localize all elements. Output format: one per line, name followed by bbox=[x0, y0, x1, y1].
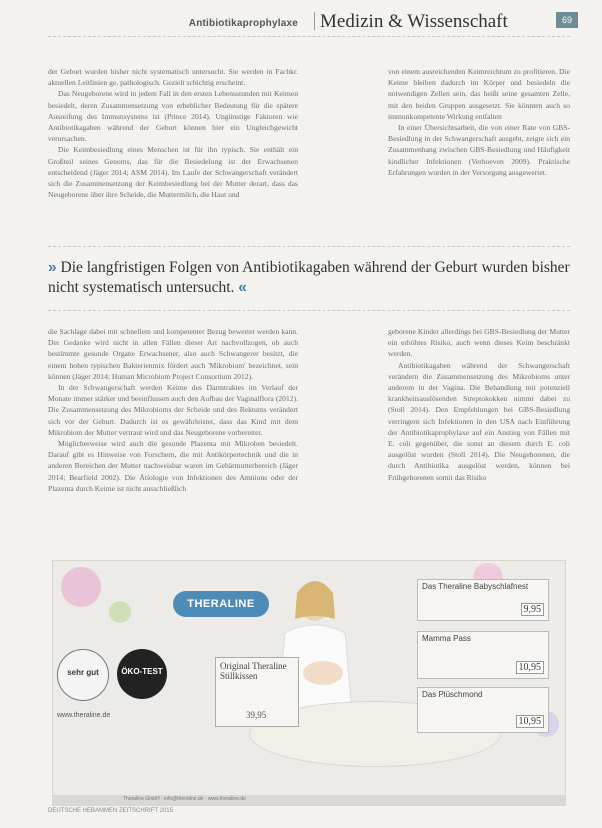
article-column-top-right bbox=[388, 66, 570, 178]
test-seal-badge: sehr gut bbox=[57, 649, 109, 701]
quote-close-mark: « bbox=[238, 279, 247, 296]
article-column-bottom-left bbox=[48, 326, 298, 494]
paragraph: Möglicherweise wird auch die gesunde Plazenta mit Mikroben besiedelt. Darauf gibt es Hinweise von Forschern, die mit Antikörpertechnik und die in anderen Bereichen der Mutter nachweisbar waren im Gebärmutterbereich (Jäger 2014; Bearfield 2002). Die Ätiologie von Infektionen des Amnions oder der Plazenta durch Keime ist nicht ausschließlich bbox=[48, 439, 298, 493]
paragraph: Antibiotikagaben während der Schwangerschaft verändern die Zusammensetzung des Mikrobioms unter anderem in der Vagina. Die Behandlung mit potenziell krankheitsauslösenden Streptokokken nimmt dabei zu (Stoll 2014). Den Empfehlungen bei GBS-Besiedlung verringern sich Infektionen in den USA nach Einführung der Antibiotikaprophylaxe auf ein Anstieg von Fällen mit E. coli gegenüber, die sonst an diesem durch E. coli ausgelöst wurden (Stoll 2014). Die Neugeborenen, die durch Antibiotika ausgelöst werden, können bei Frühgeborenen somit das Risiko bbox=[388, 360, 570, 482]
paragraph: Die Keimbesiedlung eines Menschen ist für ihn typisch. Sie enthält ein Großteil seines Genoms, das für die Besiedelung ist der Erwachsenen entscheidend (Jäger 2014; ASM 2014). Im Laufe der Schwangerschaft verändert sich die Zusammensetzung der Keimbesiedlung bei der Mutter derart, dass das Neugeborene über ihre Scheide, die Muttermilch, die Haut und bbox=[48, 145, 298, 200]
website-link[interactable]: www.theraline.de bbox=[57, 712, 111, 719]
pullquote bbox=[48, 258, 570, 298]
paragraph: von einem ausreichenden Keimreichtum zu profitieren. Die Keime bleiben dadurch im Körper und besiedeln die notwendigen Zellen sein, das heißt seine gesamten Zelle, mit den beiden Gruppen ausgesetzt. Sie könnten auch so immunkompetente Wirkung entfalten bbox=[388, 67, 570, 121]
quote-open-mark: » bbox=[48, 259, 57, 276]
ad-footer-bar: Theraline GmbH · info@theraline.de · www.theraline.de bbox=[53, 795, 565, 805]
flower-decoration bbox=[61, 567, 101, 607]
header-rule bbox=[48, 36, 570, 37]
header-divider bbox=[314, 12, 315, 30]
pullquote-rule-bottom bbox=[48, 310, 570, 311]
page-footer: DEUTSCHE HEBAMMEN ZEITSCHRIFT 2015 bbox=[48, 808, 173, 814]
article-column-bottom-right bbox=[388, 326, 570, 483]
price-tag: 39,95 bbox=[246, 710, 267, 720]
product-pluschmond[interactable]: Das Plüschmond 10,95 bbox=[417, 687, 549, 733]
price-tag: 10,95 bbox=[516, 715, 545, 728]
page-header bbox=[48, 10, 572, 32]
product-stillkissen[interactable]: Original Theraline Stillkissen 39,95 bbox=[215, 657, 299, 727]
page-number: 69 bbox=[556, 12, 578, 28]
paragraph: der Geburt wurden bisher nicht systematisch untersucht. Sie werden in Fachkr. aktuellen Leitlinien ge. pathologisch. Gezielt schichtig erscheint. bbox=[48, 67, 298, 88]
price-tag: 9,95 bbox=[521, 603, 545, 616]
product-mamma-pass[interactable]: Mamma Pass 10,95 bbox=[417, 631, 549, 679]
section-title: Medizin & Wissenschaft bbox=[320, 11, 508, 32]
advertisement[interactable] bbox=[52, 560, 566, 806]
pullquote-rule-top bbox=[48, 246, 570, 247]
paragraph: die Sachlage dabei mit schnellem und kompetenter Bezug bewertet werden kann. Der Gedanke wird nicht in allen Fällen dieser Art nachvollzogen, ob auch bestimmte gesunde Organe Erwachsener, also auch Schwangerer besitzt, die einem hohen typischen Bakterienmix fördert auch 'Mikrobiom' bezeichnet, sein können (Jäger 2014; Human Microbiom Project Consortium 2012). bbox=[48, 327, 298, 381]
pullquote-text: Die langfristigen Folgen von Antibiotikagaben während der Geburt wurden bisher nicht systematisch untersucht. bbox=[48, 259, 570, 296]
paragraph: In der Schwangerschaft werden Keime des Darmtraktes im Verlauf der Monate immer stärker und beeinflussen auch den Aufbau der Vaginalflora (2012). Die Zusammensetzung des Mikrobioms der Scheide und des Rektums verändert sich vor der Geburt. Dadurch ist es gewährleistet, dass das Kind mit dem Mikrobiom der Mutter vertraut wird und das Neugeborene vorbereitet. bbox=[48, 383, 298, 437]
section-kicker: Antibiotikaprophylaxe bbox=[188, 18, 298, 29]
product-babyschlafnest[interactable]: Das Theraline Babyschlafnest 9,95 bbox=[417, 579, 549, 621]
article-column-top-left bbox=[48, 66, 298, 200]
paragraph: Das Neugeborene wird in jedem Fall in den ersten Lebensstunden mit Keimen besiedelt, deren Zusammensetzung von erheblicher Bedeutung für die spätere Ausreifung des Immunsystems ist (Prince 2014). Ungünstige Faktoren wie Antibiotikagaben während der Geburt können hier ein Ungleichgewicht verursachen. bbox=[48, 89, 298, 144]
paragraph: In einer Übersichtsarbeit, die von einer Rate von GBS-Besiedlung in der Schwangerschaft ausgeht, zeigte sich ein Zusammenhang zwischen GBS-Besiedlung und Häufigkeit kindlicher Infektionen (Verhoeven 2009). Praktische Erfahrungen wurden in der Versorgung ausgewertet. bbox=[388, 123, 570, 177]
flower-decoration bbox=[109, 601, 131, 623]
brand-logo[interactable]: THERALINE bbox=[173, 591, 269, 617]
paragraph: geborene Kinder allerdings bei GBS-Besiedlung der Mutter ein erhöhtes Risiko, auch wenn dieses Keim beschränkt werden. bbox=[388, 327, 570, 359]
price-tag: 10,95 bbox=[516, 661, 545, 674]
oekotest-badge: ÖKO-TEST bbox=[117, 649, 167, 699]
